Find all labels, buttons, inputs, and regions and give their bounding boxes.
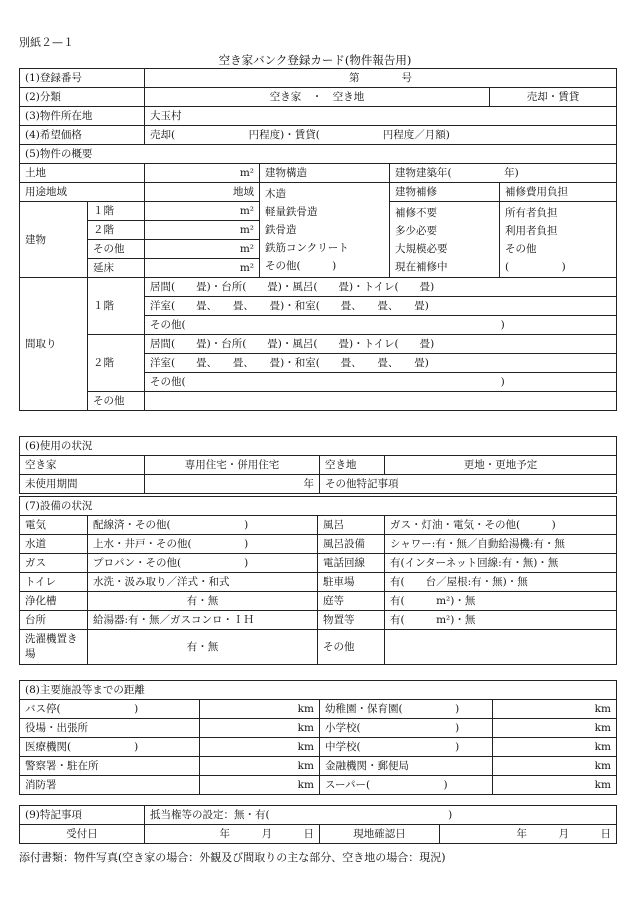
- dist-junior-high-km: km: [493, 738, 617, 757]
- dist-bank-km: km: [493, 757, 617, 776]
- equip-kitchen: 台所: [20, 611, 88, 630]
- class-label: (2)分類: [20, 88, 145, 107]
- distance-label: (8)主要施設等までの距離: [20, 681, 617, 700]
- equipment-table: [19, 496, 616, 665]
- repair-ongoing: 現在補修中: [395, 261, 448, 273]
- struct-other: その他( ): [265, 260, 337, 272]
- dist-fire-km: km: [200, 776, 320, 795]
- notes-table: [19, 805, 616, 844]
- dist-office-km: km: [200, 719, 320, 738]
- equip-storage-value: 有( m²)・無: [385, 611, 617, 630]
- unused-period-unit: 年: [145, 475, 320, 494]
- layout-f1-row1: 居間( 畳)・台所( 畳)・風呂( 畳)・トイレ( 畳): [145, 278, 617, 297]
- repair-none: 補修不要: [395, 207, 437, 219]
- equip-parking: 駐車場: [318, 573, 385, 592]
- class-value: 空き家 ・ 空き地: [145, 88, 490, 107]
- equip-water-value: 上水・井戸・その他( ): [88, 535, 318, 554]
- struct-steel: 鉄骨造: [265, 224, 297, 236]
- document-id: 別紙２—１: [19, 36, 74, 49]
- price-label: (4)希望価格: [20, 126, 145, 145]
- layout-f1-row3: その他( ): [145, 316, 617, 335]
- registration-table: [19, 68, 616, 411]
- distance-table: [19, 680, 616, 795]
- floor-1-unit: m²: [145, 202, 260, 221]
- layout-other: その他: [88, 392, 145, 411]
- floor-1: １階: [88, 202, 145, 221]
- repair-large: 大規模必要: [395, 243, 448, 255]
- layout-f2-row2: 洋室( 畳、 畳、 畳)・和室( 畳、 畳、 畳): [145, 354, 617, 373]
- dist-medical: 医療機関( ): [20, 738, 200, 757]
- equip-other-value: [385, 630, 617, 665]
- equip-bath-value: ガス・灯油・電気・その他( ): [385, 516, 617, 535]
- site-check-date: 年 月 日: [440, 825, 617, 844]
- equip-septic-value: 有・無: [88, 592, 318, 611]
- equip-gas: ガス: [20, 554, 88, 573]
- received-label: 受付日: [20, 825, 145, 844]
- layout-f2-row3: その他( ): [145, 373, 617, 392]
- equip-laundry: 洗濯機置き場: [20, 630, 88, 665]
- special-notes-label: その他特記事項: [320, 475, 617, 494]
- layout-floor-1: １階: [88, 278, 145, 335]
- floor-total-unit: m²: [145, 259, 260, 278]
- layout-f2-row1: 居間( 畳)・台所( 畳)・風呂( 畳)・トイレ( 畳): [145, 335, 617, 354]
- equip-bath-fixtures-value: シャワー:有・無／自動給湯機:有・無: [385, 535, 617, 554]
- equipment-label: (7)設備の状況: [20, 497, 617, 516]
- dist-supermarket: スーパー( ): [320, 776, 493, 795]
- land-unit: m²: [145, 164, 260, 183]
- dist-elementary-km: km: [493, 719, 617, 738]
- struct-rc: 鉄筋コンクリート: [265, 242, 349, 254]
- floor-2-unit: m²: [145, 221, 260, 240]
- dist-bus: バス停( ): [20, 700, 200, 719]
- struct-label: 建物構造: [260, 164, 390, 183]
- equip-phone-value: 有(インターネット回線:有・無)・無: [385, 554, 617, 573]
- floor-other-unit: m²: [145, 240, 260, 259]
- built-label: 建物建築年( 年): [390, 164, 617, 183]
- unused-period-label: 未使用期間: [20, 475, 145, 494]
- dist-bus-km: km: [200, 700, 320, 719]
- equip-phone: 電話回線: [318, 554, 385, 573]
- dist-police-km: km: [200, 757, 320, 776]
- cost-blank: ( ): [505, 261, 566, 273]
- layout-label: 間取り: [20, 278, 88, 411]
- equip-garden-value: 有( m²)・無: [385, 592, 617, 611]
- layout-f1-row2: 洋室( 畳、 畳、 畳)・和室( 畳、 畳、 畳): [145, 297, 617, 316]
- dist-kindergarten-km: km: [493, 700, 617, 719]
- building-label: 建物: [20, 202, 88, 278]
- floor-2: ２階: [88, 221, 145, 240]
- vacant-house-label: 空き家: [20, 456, 145, 475]
- equip-bath: 風呂: [318, 516, 385, 535]
- use-area-label: 用途地域: [20, 183, 145, 202]
- dist-police: 警察署・駐在所: [20, 757, 200, 776]
- dist-office: 役場・出張所: [20, 719, 200, 738]
- cost-user: 利用者負担: [505, 225, 558, 237]
- equip-laundry-value: 有・無: [88, 630, 318, 665]
- usage-label: (6)使用の状況: [20, 437, 617, 456]
- dist-kindergarten: 幼稚園・保育園( ): [320, 700, 493, 719]
- reg-value: 第 号: [145, 69, 617, 88]
- location-value: 大玉村: [145, 107, 617, 126]
- class-value2: 売却・賃貸: [490, 88, 617, 107]
- cost-owner: 所有者負担: [505, 207, 558, 219]
- outline-label: (5)物件の概要: [20, 145, 617, 164]
- equip-toilet: トイレ: [20, 573, 88, 592]
- equip-gas-value: プロパン・その他( ): [88, 554, 318, 573]
- equip-kitchen-value: 給湯器:有・無／ガスコンロ・ＩＨ: [88, 611, 318, 630]
- reg-label: (1)登録番号: [20, 69, 145, 88]
- floor-other: その他: [88, 240, 145, 259]
- equip-storage: 物置等: [318, 611, 385, 630]
- price-value: 売却( 円程度)・賃貸( 円程度／月額): [145, 126, 617, 145]
- attachments-note: 添付書類：物件写真(空き家の場合：外観及び間取りの主な部分、空き地の場合：現況): [19, 851, 446, 864]
- struct-light-steel: 軽量鉄骨造: [265, 206, 318, 218]
- cost-other: その他: [505, 243, 537, 255]
- layout-floor-2: ２階: [88, 335, 145, 392]
- dist-elementary: 小学校( ): [320, 719, 493, 738]
- dist-medical-km: km: [200, 738, 320, 757]
- equip-electric-value: 配線済・その他( ): [88, 516, 318, 535]
- equip-toilet-value: 水洗・汲み取り／洋式・和式: [88, 573, 318, 592]
- repair-cost-label: 補修費用負担: [500, 183, 617, 202]
- dist-bank: 金融機関・郵便局: [320, 757, 493, 776]
- equip-septic: 浄化槽: [20, 592, 88, 611]
- location-label: (3)物件所在地: [20, 107, 145, 126]
- dist-supermarket-km: km: [493, 776, 617, 795]
- vacant-land-value: 更地・更地予定: [385, 456, 617, 475]
- notes-label: (9)特記事項: [20, 806, 145, 825]
- dist-fire: 消防署: [20, 776, 200, 795]
- site-check-label: 現地確認日: [320, 825, 440, 844]
- equip-electric: 電気: [20, 516, 88, 535]
- dist-junior-high: 中学校( ): [320, 738, 493, 757]
- received-date: 年 月 日: [145, 825, 320, 844]
- usage-table: [19, 436, 616, 494]
- repair-some: 多少必要: [395, 225, 437, 237]
- equip-other: その他: [318, 630, 385, 665]
- equip-bath-fixtures: 風呂設備: [318, 535, 385, 554]
- equip-garden: 庭等: [318, 592, 385, 611]
- vacant-land-label: 空き地: [320, 456, 385, 475]
- land-label: 土地: [20, 164, 145, 183]
- floor-total: 延床: [88, 259, 145, 278]
- notes-value: 抵当権等の設定：無・有( ): [145, 806, 617, 825]
- equip-parking-value: 有( 台／屋根:有・無)・無: [385, 573, 617, 592]
- equip-water: 水道: [20, 535, 88, 554]
- struct-wood: 木造: [265, 188, 286, 200]
- page-title: 空き家バンク登録カード(物件報告用): [218, 53, 412, 67]
- vacant-house-value: 専用住宅・併用住宅: [145, 456, 320, 475]
- use-area-unit: 地域: [145, 183, 260, 202]
- repair-label: 建物補修: [390, 183, 500, 202]
